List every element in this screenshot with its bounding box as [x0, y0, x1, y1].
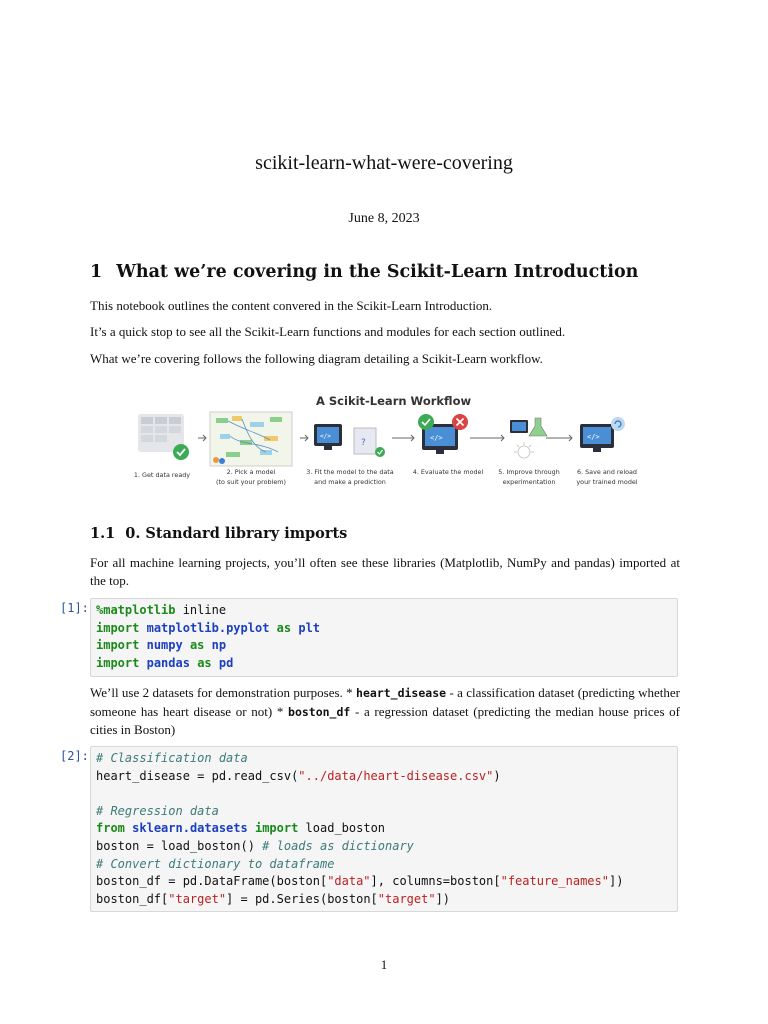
inline-code: heart_disease [356, 686, 447, 700]
section-heading-1-1 [90, 525, 347, 542]
model-map-icon [210, 412, 292, 466]
workflow-step-label: 1. Get data ready [133, 471, 191, 479]
code-line-blank [96, 785, 672, 803]
workflow-step-label: 5. Improve through [498, 468, 560, 476]
document-date: June 8, 2023 [348, 211, 420, 226]
workflow-step-5 [492, 467, 566, 487]
workflow-step-6 [568, 467, 646, 487]
data-table-icon [138, 414, 189, 460]
evaluate-icon [418, 414, 468, 454]
code-line: import numpy as np [96, 638, 227, 653]
code-line: heart_disease = pd.read_csv("../data/heart-disease.csv") [96, 768, 501, 783]
section-heading-1 [90, 262, 638, 282]
code-cell-1[interactable] [90, 598, 678, 677]
workflow-step-sublabel: and make a prediction [314, 478, 386, 486]
workflow-step-sublabel: experimentation [502, 478, 556, 486]
workflow-title: A Scikit-Learn Workflow [316, 394, 472, 408]
svg-text:</>: </> [320, 433, 331, 440]
section-title: What we’re covering in the Scikit-Learn Introduction [116, 262, 639, 282]
inline-code: boston_df [288, 704, 351, 719]
svg-text:</>: </> [587, 433, 600, 441]
datasets-paragraph: We’ll use 2 datasets for demonstration purposes. * heart_disease - a classification dataset (predicting whether someone has heart disease or not) * boston_df - a regression dataset (predicting the median house prices of cities in Boston) [90, 685, 680, 737]
subsection-number: 1.1 [90, 525, 116, 542]
experiment-icon [510, 418, 547, 458]
workflow-diagram [130, 390, 650, 495]
code-cell-2[interactable] [90, 746, 678, 912]
document-title: scikit-learn-what-were-covering [255, 152, 513, 174]
code-line: # Classification data [96, 751, 248, 765]
cell-prompt-2: [2]: [60, 749, 89, 763]
code-line: boston_df["target"] = pd.Series(boston["target"]) [96, 891, 451, 906]
section-number: 1 [90, 262, 103, 282]
cell-prompt-1: [1]: [60, 601, 89, 615]
workflow-step-label: 3. Fit the model to the data [306, 468, 394, 476]
code-line: %matplotlib inline [96, 603, 227, 617]
imports-paragraph: For all machine learning projects, you’ll often see these libraries (Matplotlib, NumPy and pandas) imported at the top. [90, 555, 680, 588]
intro-paragraph-1: This notebook outlines the content convered in the Scikit-Learn Introduction. [90, 298, 493, 313]
intro-paragraph-2: It’s a quick stop to see all the Scikit-Learn functions and modules for each section outlined. [90, 324, 566, 339]
workflow-step-label: 6. Save and reload [577, 468, 637, 476]
workflow-step-2 [208, 467, 294, 487]
intro-paragraph-3: What we’re covering follows the following diagram detailing a Scikit-Learn workflow. [90, 351, 543, 366]
subsection-title: 0. Standard library imports [125, 525, 348, 542]
page-number: 1 [380, 957, 388, 972]
svg-text:?: ? [361, 438, 366, 448]
workflow-step-1 [126, 470, 198, 480]
code-line: boston_df = pd.DataFrame(boston["data"], columns=boston["feature_names"]) [96, 874, 624, 889]
workflow-step-sublabel: your trained model [576, 478, 638, 486]
workflow-step-4 [408, 467, 488, 477]
workflow-step-label: 2. Pick a model [226, 468, 276, 476]
workflow-step-3 [302, 467, 398, 487]
workflow-step-label: 4. Evaluate the model [412, 468, 484, 476]
save-model-icon [580, 417, 625, 452]
fit-model-icon [314, 424, 385, 457]
code-line: from sklearn.datasets import load_boston [96, 821, 386, 836]
code-line: # Convert dictionary to dataframe [96, 856, 335, 871]
code-line: import matplotlib.pyplot as plt [96, 620, 321, 635]
svg-text:</>: </> [430, 434, 443, 442]
code-line: # Regression data [96, 803, 219, 818]
workflow-step-sublabel: (to suit your problem) [216, 478, 286, 486]
code-line: boston = load_boston() # loads as dictionary [96, 838, 414, 853]
code-line: import pandas as pd [96, 655, 234, 670]
